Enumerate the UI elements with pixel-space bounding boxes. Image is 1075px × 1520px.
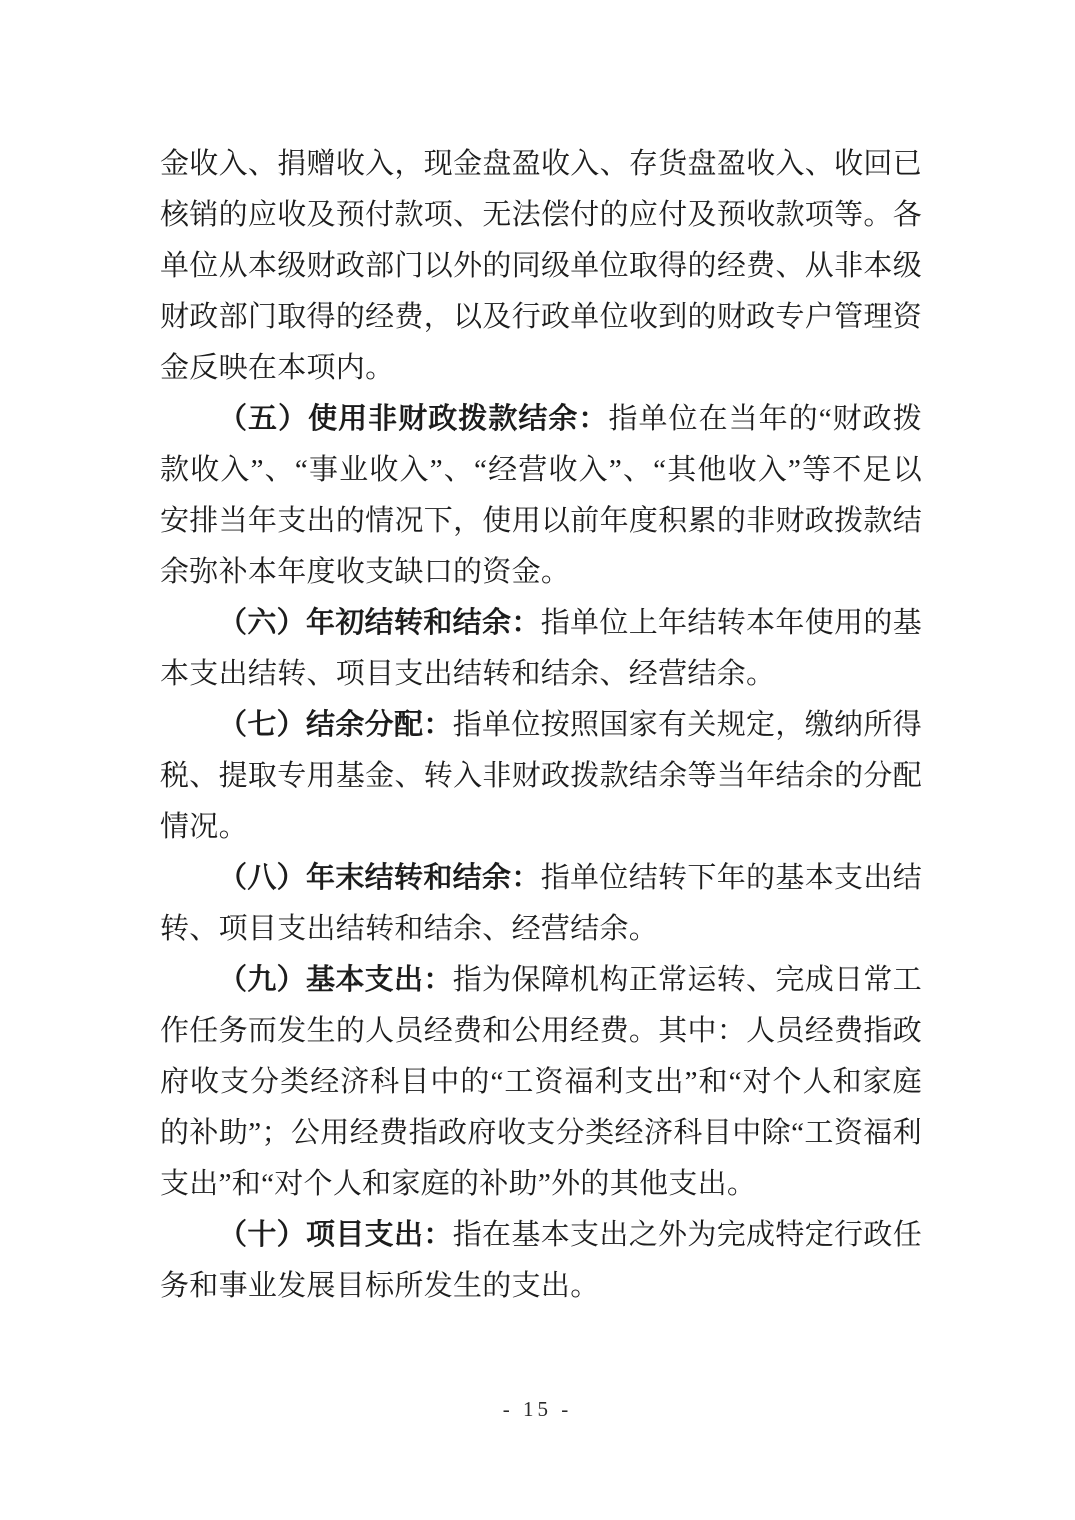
paragraph-text: 指在基本支出之外为完成特定行政任务和事业发展目标所发生的支出。: [160, 1219, 922, 1302]
paragraph: [160, 853, 922, 955]
paragraph-text: 指单位在当年的“财政拨款收入”、“事业收入”、“经营收入”、“其他收入”等不足以安排当年支出的情况下，使用以前年度积累的非财政拨款结余弥补本年度收支缺口的资金。: [160, 403, 922, 588]
paragraph-text: 指单位上年结转本年使用的基本支出结转、项目支出结转和结余、经营结余。: [160, 607, 922, 690]
paragraph-text: 指单位按照国家有关规定，缴纳所得税、提取专用基金、转入非财政拨款结余等当年结余的分配情况。: [160, 709, 922, 843]
paragraph-heading: （六）年初结转和结余：: [218, 607, 541, 639]
text-content: [160, 139, 922, 1312]
paragraph-heading: （七）结余分配：: [218, 709, 453, 741]
paragraph-text: 指单位结转下年的基本支出结转、项目支出结转和结余、经营结余。: [160, 862, 922, 945]
paragraph-heading: （十）项目支出：: [218, 1219, 453, 1251]
page-number: - 15 -: [502, 1397, 573, 1421]
paragraph: [160, 955, 922, 1210]
paragraph: [160, 394, 922, 598]
paragraph-text: 指为保障机构正常运转、完成日常工作任务而发生的人员经费和公用经费。其中：人员经费指政府收支分类经济科目中的“工资福利支出”和“对个人和家庭的补助”；公用经费指政府收支分类经济科目中除“工资福利支出”和“对个人和家庭的补助”外的其他支出。: [160, 964, 922, 1200]
paragraph-text: 金收入、捐赠收入，现金盘盈收入、存货盘盈收入、收回已核销的应收及预付款项、无法偿付的应付及预收款项等。各单位从本级财政部门以外的同级单位取得的经费、从非本级财政部门取得的经费，以及行政单位收到的财政专户管理资金反映在本项内。: [160, 148, 922, 384]
paragraph: [160, 139, 922, 394]
paragraph: [160, 700, 922, 853]
paragraph: [160, 598, 922, 700]
paragraph-heading: （五）使用非财政拨款结余：: [218, 403, 609, 435]
paragraph-heading: （八）年末结转和结余：: [218, 862, 541, 894]
paragraph: [160, 1210, 922, 1312]
paragraph-heading: （九）基本支出：: [218, 964, 453, 996]
